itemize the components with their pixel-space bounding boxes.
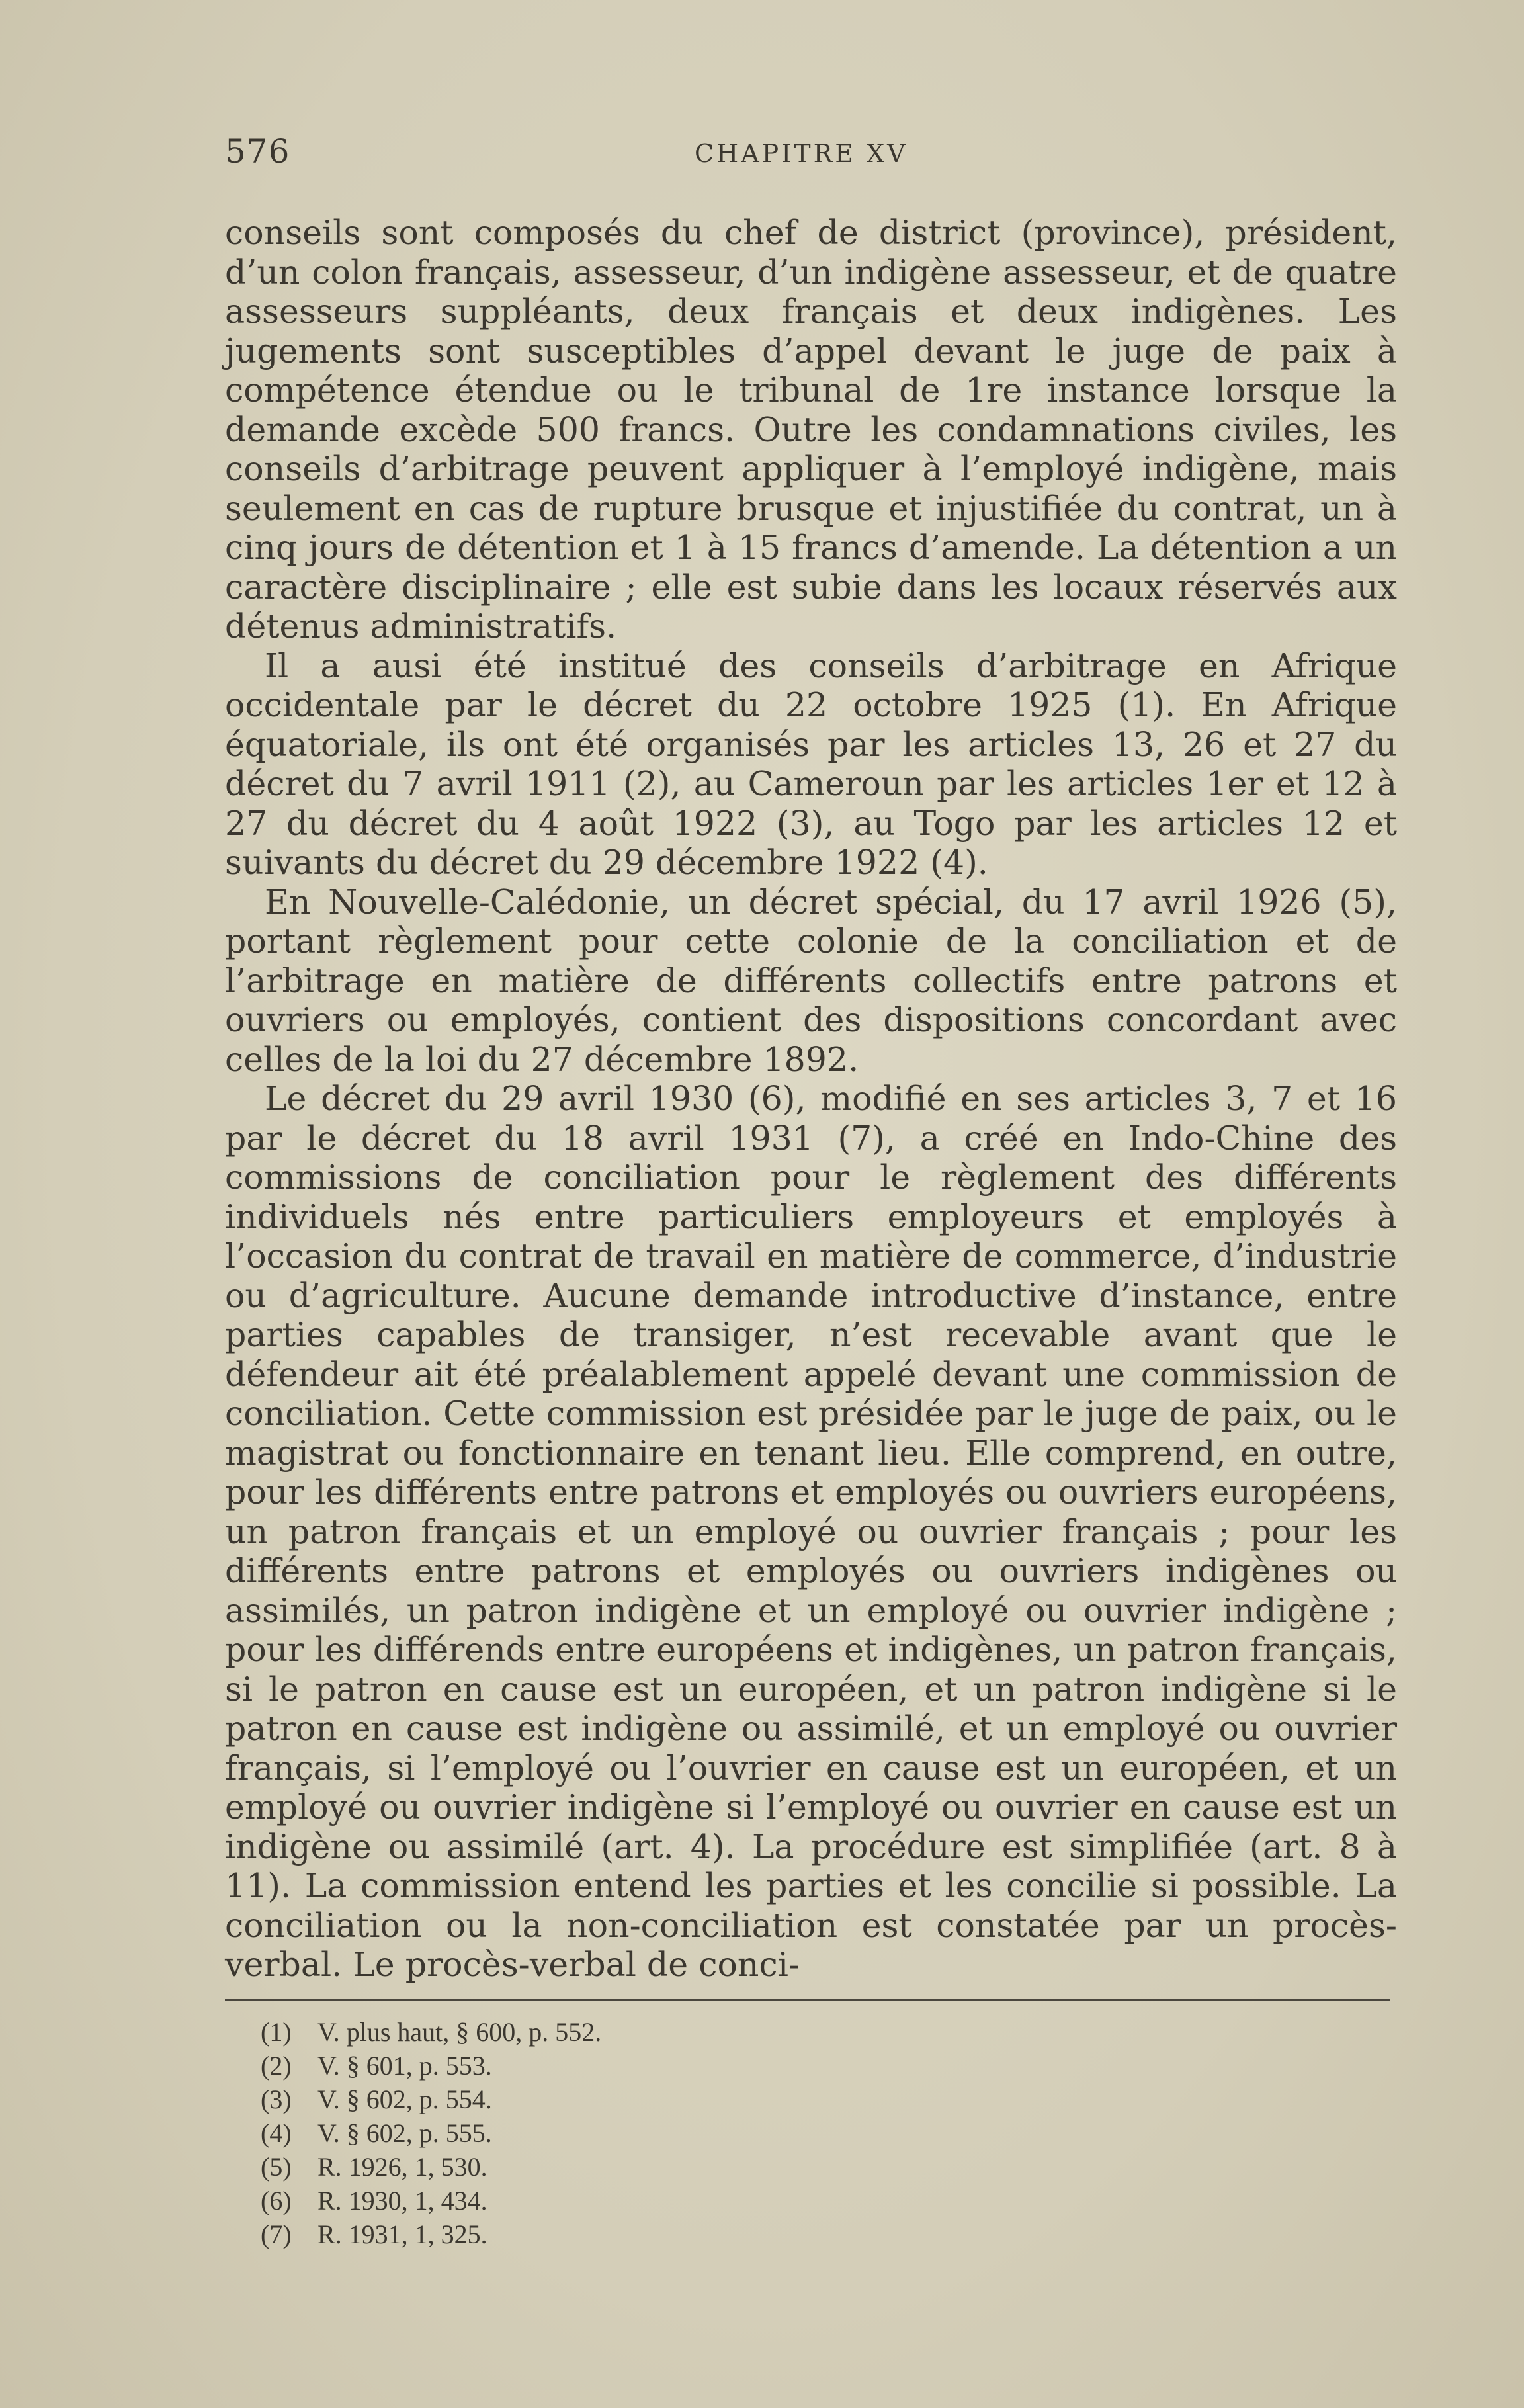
footnote-ref: (2) [261, 2051, 292, 2081]
footnotes [261, 2015, 1319, 2251]
footnote-text: V. § 602, p. 555. [318, 2118, 492, 2148]
page-number: 576 [225, 132, 290, 171]
footnote [261, 2217, 1319, 2251]
footnote [261, 2150, 1319, 2184]
footnote [261, 2049, 1319, 2083]
footnote-ref: (7) [261, 2219, 292, 2249]
footnote-ref: (1) [261, 2017, 292, 2047]
paragraph-3: En Nouvelle-Calédonie, un décret spécial, du 17 avril 1926 (5), portant règlement pour cette colonie de la conciliation et de l’arbitrage en matière de différents collectifs entre patrons et ouvriers ou employés, contient des dispositions concordant avec celles de la loi du 27 décembre 1892. [225, 882, 1397, 1079]
paragraph-2: Il a ausi été institué des conseils d’arbitrage en Afrique occidentale par le décret du 22 octobre 1925 (1). En Afrique équatoriale, ils ont été organisés par les articles 13, 26 et 27 du décret du 7 avril 1911 (2), au Cameroun par les articles 1er et 12 à 27 du décret du 4 août 1922 (3), au Togo par les articles 12 et suivants du décret du 29 décembre 1922 (4). [225, 646, 1397, 882]
paragraph-1: conseils sont composés du chef de district (province), président, d’un colon français, assesseur, d’un indigène assesseur, et de quatre assesseurs suppléants, deux français et deux indigènes. Les jugements sont susceptibles d’appel devant le juge de paix à compétence étendue ou le tribunal de 1re instance lorsque la demande excède 500 francs. Outre les condamnations civiles, les conseils d’arbitrage peuvent appliquer à l’employé indigène, mais seulement en cas de rupture brusque et injustifiée du contrat, un à cinq jours de détention et 1 à 15 francs d’amende. La détention a un caractère disciplinaire ; elle est subie dans les locaux réservés aux détenus administratifs. [225, 213, 1397, 646]
footnote-text: R. 1930, 1, 434. [318, 2186, 487, 2215]
running-head: CHAPITRE XV [695, 139, 908, 168]
footnote [261, 2184, 1319, 2217]
body-text [225, 213, 1397, 1985]
footnote-ref: (3) [261, 2085, 292, 2114]
footnote-ref: (5) [261, 2152, 292, 2182]
paragraph-4: Le décret du 29 avril 1930 (6), modifié en ses articles 3, 7 et 16 par le décret du 18 avril 1931 (7), a créé en Indo-Chine des commissions de conciliation pour le règlement des différents individuels nés entre particuliers employeurs et employés à l’occasion du contrat de travail en matière de commerce, d’industrie ou d’agriculture. Aucune demande introductive d’instance, entre parties capables de transiger, n’est recevable avant que le défendeur ait été préalablement appelé devant une commission de conciliation. Cette commission est présidée par le juge de paix, ou le magistrat ou fonctionnaire en tenant lieu. Elle comprend, en outre, pour les différents entre patrons et employés ou ouvriers européens, un patron français et un employé ou ouvrier français ; pour les différents entre patrons et employés ou ouvriers indigènes ou assimilés, un patron indigène et un employé ou ouvrier indigène ; pour les différends entre européens et indigènes, un patron français, si le patron en cause est un européen, et un patron indigène si le patron en cause est indigène ou assimilé, et un employé ou ouvrier français, si l’employé ou l’ouvrier en cause est un européen, et un employé ou ouvrier indigène si l’employé ou ouvrier en cause est un indigène ou assimilé (art. 4). La procédure est simplifiée (art. 8 à 11). La commission entend les parties et les concilie si possible. La conciliation ou la non-conciliation est constatée par un procès-verbal. Le procès-verbal de conci- [225, 1079, 1397, 1984]
footnote [261, 2015, 1319, 2049]
page-header [225, 132, 1397, 179]
footnote-ref: (6) [261, 2186, 292, 2215]
footnote-text: V. § 601, p. 553. [318, 2051, 492, 2081]
footnote-text: V. plus haut, § 600, p. 552. [318, 2017, 602, 2047]
footnote-ref: (4) [261, 2118, 292, 2148]
footnote [261, 2083, 1319, 2116]
footnote-text: R. 1931, 1, 325. [318, 2219, 487, 2249]
footnote [261, 2116, 1319, 2150]
footnote-text: V. § 602, p. 554. [318, 2085, 492, 2114]
footnote-text: R. 1926, 1, 530. [318, 2152, 487, 2182]
footnote-divider [225, 1999, 1390, 2001]
